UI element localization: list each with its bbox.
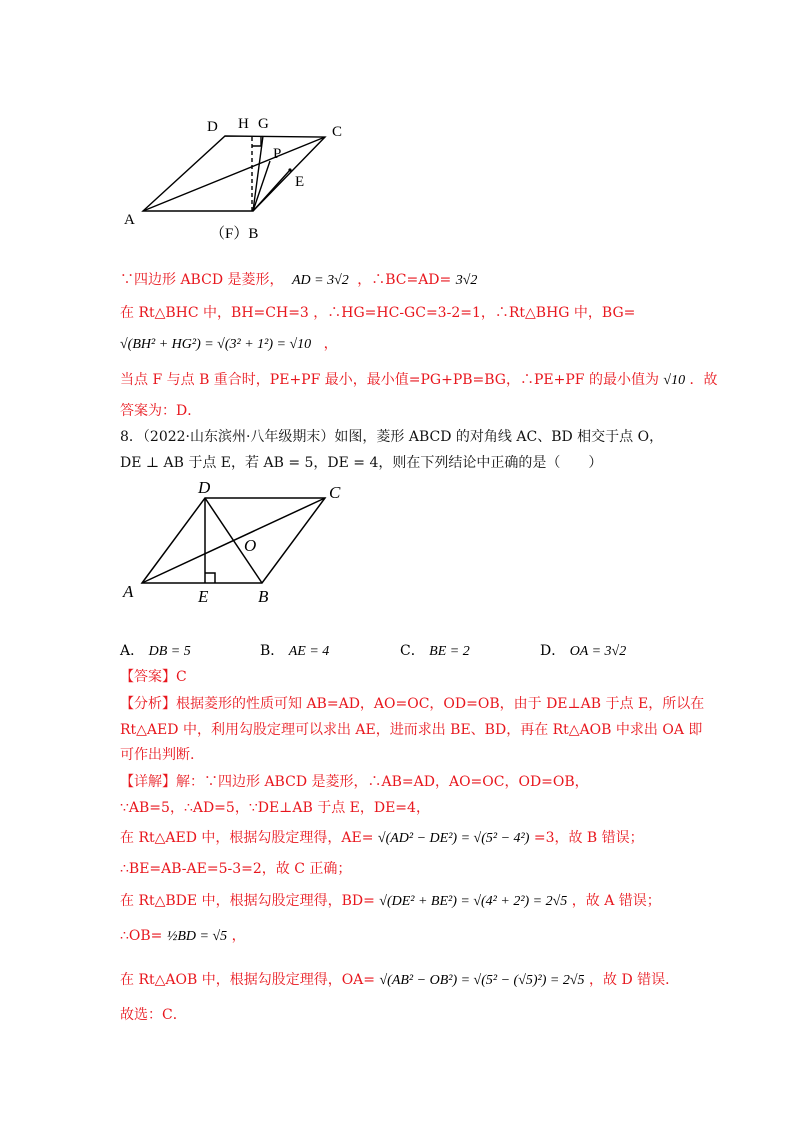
option-b [260,640,329,660]
detail-text: =3，故 B 错误； [533,830,644,846]
label-G: G [258,116,269,132]
detail-line4: ∴BE=AB-AE=5-3=2，故 C 正确； [120,861,352,877]
option-d [540,640,626,660]
option-label: D． [540,643,566,659]
detail-math: √(AB² − OB²) = √(5² − (√5)²) = 2√5 [379,973,585,988]
analysis-line3: 可作出判断. [120,747,195,763]
label-A: A [124,212,135,228]
sol7-line3 [120,334,338,355]
answer-line [120,667,187,687]
answer-value: C [176,669,187,685]
option-label: C． [400,643,425,659]
option-label: B． [260,643,285,659]
label-E: E [198,587,209,606]
sol7-text: ， [323,336,338,352]
sol7-math: √(BH² + HG²) = √(3² + 1²) = √10 [120,337,312,352]
label-C: C [329,483,341,502]
label-E: E [295,174,305,190]
label-B: B [258,587,269,606]
sol7-line4 [120,370,718,391]
sol7-text: 当点 F 与点 B 重合时，PE+PF 最小，最小值=PG+PB=BG，∴PE+PF 的最小值为 [120,372,659,388]
option-a [120,640,191,660]
sol7-math: AD = 3√2 [291,273,349,288]
label-P: P [273,146,282,162]
detail-line5 [120,891,661,912]
detail-math: √(AD² − DE²) = √(5² − 4²) [377,831,530,846]
label-FB: （F）B [210,226,259,242]
analysis-line1 [120,694,704,714]
detail-line7 [120,970,679,991]
analysis-line2: Rt△AED 中，利用勾股定理可以求出 AE，进而求出 BE、BD，再在 Rt△AOB 中求出 OA 即 [120,722,703,738]
detail-text: ，故 A 错误； [571,893,661,909]
option-expr: DB = 5 [148,644,191,659]
detail-math: √(DE² + BE²) = √(4² + 2²) = 2√5 [379,894,568,909]
rhombus-figure-2 [115,475,365,610]
option-expr: BE = 2 [429,644,470,659]
detail-math: ½BD = √5 [166,929,228,944]
detail-text: 在 Rt△BDE 中，根据勾股定理得，BD= [120,893,375,909]
label-C: C [332,124,343,140]
detail-text: 在 Rt△AED 中，根据勾股定理得，AE= [120,830,374,846]
detail-line8: 故选：C． [120,1007,187,1023]
answer-tag: 【答案】 [120,669,176,685]
q8-line1: 8．（2022·山东滨州·八年级期末）如图，菱形 ABCD 的对角线 AC、BD 相交于点 O， [120,429,664,445]
label-H: H [238,116,249,132]
sol7-text: ∵四边形 ABCD 是菱形， [120,272,284,288]
sol7-text: ，∴BC=AD= [357,272,452,288]
q8-line2: DE ⊥ AB 于点 E，若 AB = 5，DE = 4，则在下列结论中正确的是（ ） [120,455,603,471]
detail-line6 [120,926,246,947]
sol7-line5: 答案为：D． [120,403,202,419]
detail-text: 解：∵四边形 ABCD 是菱形，∴AB=AD，AO=OC，OD=OB， [176,774,589,790]
option-label: A． [120,643,145,659]
option-expr: OA = 3√2 [569,644,627,659]
option-expr: AE = 4 [288,644,330,659]
sol7-math: 3√2 [455,273,478,288]
sol7-line1 [120,270,477,291]
sol7-math: √10 [663,373,686,388]
rhombus-figure-1 [110,100,370,250]
label-O: O [244,536,257,555]
detail-text: 在 Rt△AOB 中，根据勾股定理得，OA= [120,972,376,988]
detail-text: ， [231,928,246,944]
sol7-line2: 在 Rt△BHC 中，BH=CH=3 ，∴HG=HC-GC=3-2=1，∴Rt△BHG 中，BG= [120,305,636,321]
label-D: D [207,119,218,135]
detail-text: ，故 D 错误． [589,972,680,988]
detail-line2: ∵AB=5，∴AD=5，∵DE⊥AB 于点 E，DE=4， [120,800,430,816]
label-D: D [198,478,211,497]
sol7-text: ．故 [689,372,718,388]
detail-line1 [120,772,589,792]
label-A: A [123,582,134,601]
detail-line3 [120,828,644,849]
analysis-text: 根据菱形的性质可知 AB=AD，AO=OC，OD=OB，由于 DE⊥AB 于点 E，所以在 [176,696,705,712]
detail-tag: 【详解】 [120,774,176,790]
detail-text: ∴OB= [120,928,163,944]
analysis-tag: 【分析】 [120,696,176,712]
option-c [400,640,470,660]
